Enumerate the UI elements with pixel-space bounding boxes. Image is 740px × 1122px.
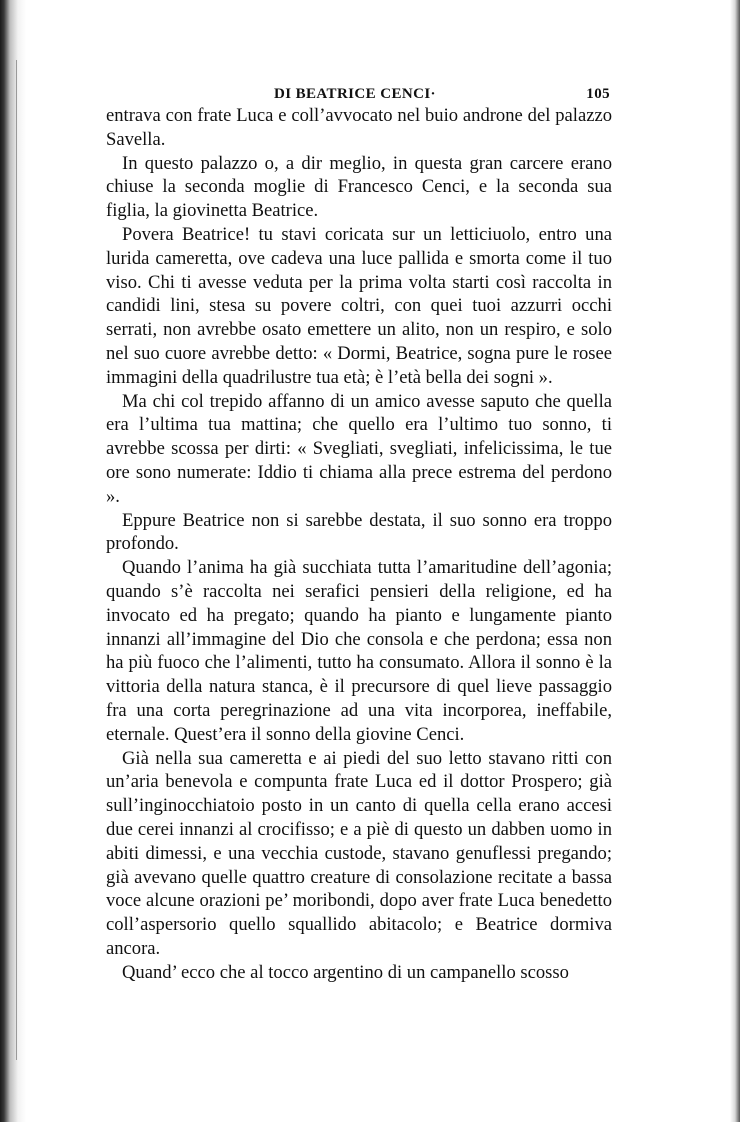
- body-text: [106, 104, 612, 984]
- page-number: 105: [586, 86, 610, 102]
- paragraph: Quando l’anima ha già succhiata tutta l’amaritudine dell’agonia; quando s’è raccolta nei serafici pensieri della religione, ed ha invocato ed ha pregato; quando ha pianto e lungamente pianto innanzi all’immagine del Dio che consola e che perdona; essa non ha più fuoco che l’alimenti, tutto ha consumato. Allora il sonno è la vittoria della natura stanca, è il precursore di quel lieve passaggio fra una corta peregrinazione ad una vita incorporea, ineffabile, eternale. Quest’era il sonno della giovine Cenci.: [106, 557, 612, 745]
- page-edge-shadow: [730, 0, 740, 1122]
- paragraph: Quand’ ecco che al tocco argentino di un campanello scosso: [122, 961, 569, 983]
- paragraph: Eppure Beatrice non si sarebbe destata, il suo sonno era troppo profondo.: [106, 509, 612, 555]
- book-page: [106, 84, 612, 984]
- paragraph: Già nella sua cameretta e ai piedi del suo letto stavano ritti con un’aria benevola e compunta frate Luca ed il dottor Prospero; già sull’inginocchiatoio posto in un canto di quella cella erano accesi due cerei innanzi al crocifisso; e a piè di questo un dabben uomo in abiti dimessi, e una vecchia custode, stavano genuflessi pregando; già avevano quelle quattro creature di consolazione recitate a bassa voce alcune orazioni pe’ moribondi, dopo aver frate Luca benedetto coll’aspersorio quello squallido abitacolo; e Beatrice dormiva ancora.: [106, 747, 612, 959]
- paragraph: entrava con frate Luca e coll’avvocato nel buio androne del palazzo Savella.: [106, 105, 612, 150]
- paragraph: In questo palazzo o, a dir meglio, in questa gran carcere erano chiuse la seconda moglie di Francesco Cenci, e la seconda sua figlia, la giovinetta Beatrice.: [106, 152, 612, 222]
- paragraph: Povera Beatrice! tu stavi coricata sur un letticiuolo, entro una lurida cameretta, ove cadeva una luce pallida e smorta come il tuo viso. Chi ti avesse veduta per la prima volta starti così raccolta in candidi lini, stesa su povere coltri, con quei tuoi azzurri occhi serrati, non avrebbe osato emettere un alito, non un respiro, e solo nel suo cuore avrebbe detto: « Dormi, Beatrice, sogna pure le rosee immagini della quadrilustre tua età; è l’età bella dei sogni ».: [106, 223, 612, 388]
- running-title: DI BEATRICE CENCI·: [274, 86, 436, 102]
- page-gutter-shadow: [0, 0, 26, 1122]
- gutter-line: [16, 60, 17, 1060]
- running-header: [106, 84, 612, 106]
- paragraph: Ma chi col trepido affanno di un amico avesse saputo che quella era l’ultima tua mattina; che quello era l’ultimo tuo sonno, ti avrebbe scossa per dirti: « Svegliati, svegliati, infelicissima, le tue ore sono numerate: Iddio ti chiama alla prece estrema del perdono ».: [106, 390, 612, 507]
